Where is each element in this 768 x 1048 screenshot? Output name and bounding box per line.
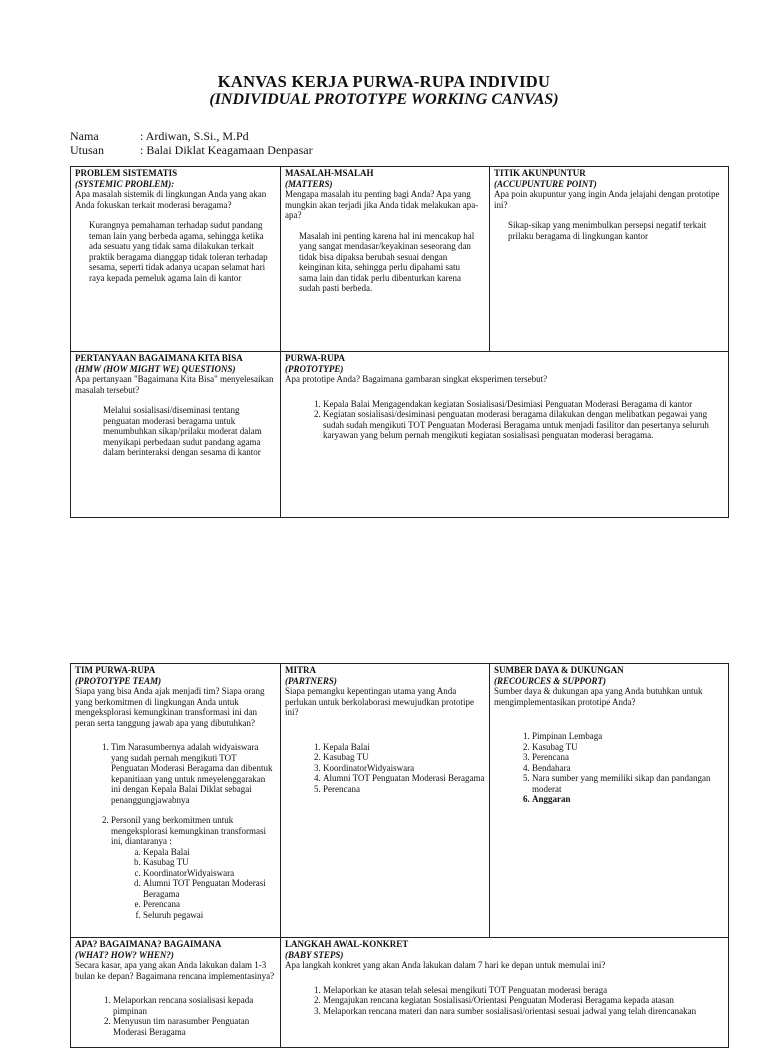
matters-subheading: (MATTERS) (285, 178, 333, 189)
cell-partners (281, 664, 490, 938)
team-question: Siapa yang bisa Anda ajak menjadi tim? Siapa orang yang berkomitmen di lingkungan Anda untuk mengeksplorasi kemungkinan transformasi ini dan peran serta tanggung jawab apa yang dibutuhkan? (75, 686, 265, 728)
what-list (75, 995, 276, 1037)
list-item: 2. Menyusun tim narasumber Penguatan Moderasi Beragama (113, 1016, 276, 1037)
page-subtitle: (INDIVIDUAL PROTOTYPE WORKING CANVAS) (209, 91, 559, 108)
list-item: 1. Tim Narasumbernya adalah widyaiswara yang sudah pernah mengikuti TOT Penguatan Moderasi Beragama dan dibentuk kepanitiaan yang untuk nmeyelenggarakan ini dengan Kepala Balai Diklat sebagai penanggungjawabnya (111, 742, 276, 805)
cell-resources-support (490, 664, 729, 938)
list-item: 3. KoordinatorWidyaiswara (323, 763, 485, 774)
page-title: KANVAS KERJA PURWA-RUPA INDIVIDU (217, 72, 551, 91)
list-item: 5. Nara sumber yang memiliki sikap dan pandangan moderat (532, 773, 724, 794)
what-heading: APA? BAGAIMANA? BAGAIMANA (75, 939, 222, 949)
babysteps-heading: LANGKAH AWAL-KONKRET (285, 939, 409, 949)
list-item: 4. Bendahara (532, 763, 724, 774)
list-item: 1. Melaporkan rencana sosialisasi kepada pimpinan (113, 995, 276, 1016)
sublist-item: b. Kasubag TU (143, 857, 276, 868)
prototype-list (285, 399, 724, 441)
matters-question: Mengapa masalah itu penting bagi Anda? Apa yang mungkin akan terjadi jika Anda tidak melakukan apa-apa? (285, 189, 479, 220)
babysteps-list (285, 985, 724, 1017)
cell-accupunture-point (490, 167, 729, 352)
list-item: 5. Perencana (323, 784, 485, 795)
meta-name-key: Nama (70, 129, 99, 143)
team-subheading: (PROTOTYPE TEAM) (75, 675, 162, 686)
sublist-item: a. Kepala Balai (143, 847, 276, 858)
canvas-table-bottom (70, 663, 729, 1048)
sublist-item: f. Seluruh pegawai (143, 910, 276, 921)
list-item: 4. Alumni TOT Penguatan Moderasi Beragama (323, 773, 485, 784)
list-item: 1. Pimpinan Lembaga (532, 731, 724, 742)
meta-name-value: : Ardiwan, S.Si., M.Pd (140, 129, 249, 143)
cell-prototype-team (71, 664, 281, 938)
list-item: 3. Perencana (532, 752, 724, 763)
partners-heading: MITRA (285, 665, 316, 675)
meta-origin-key: Utusan (70, 143, 104, 157)
babysteps-question: Apa langkah konkret yang akan Anda lakukan dalam 7 hari ke depan untuk memulai ini? (285, 960, 606, 970)
meta-origin-value: : Balai Diklat Keagamaan Denpasar (140, 143, 313, 157)
team-list (75, 742, 276, 920)
problem-subheading: (SYSTEMIC PROBLEM): (75, 178, 175, 189)
list-item: 1. Melaporkan ke atasan telah selesai mengikuti TOT Penguatan moderasi beraga (323, 985, 724, 996)
list-item: 2. Kasubag TU (532, 742, 724, 753)
hmw-heading: PERTANYAAN BAGAIMANA KITA BISA (75, 353, 243, 363)
partners-subheading: (PARTNERS) (285, 675, 337, 686)
resources-question: Sumber daya & dukungan apa yang Anda butuhkan untuk mengimplementasikan prototipe Anda? (494, 686, 703, 707)
cell-what-how-when (71, 938, 281, 1048)
sublist-item: d. Alumni TOT Penguatan Moderasi Beragama (143, 878, 276, 899)
cell-hmw-questions (71, 352, 281, 518)
what-subheading: (WHAT? HOW? WHEN?) (75, 949, 174, 960)
prototype-subheading: (PROTOTYPE) (285, 363, 344, 374)
hmw-answer: Melalui sosialisasi/diseminasi tentang penguatan moderasi beragama untuk menumbuhkan sikap/prilaku moderat dalam menyikapi perbedaan sudut pandang agama dalam berinteraksi dengan sesama di kantor (103, 405, 262, 457)
babysteps-subheading: (BABY STEPS) (285, 949, 344, 960)
list-item: 1. Kepala Balai Mengagendakan kegiatan Sosialisasi/Desimiasi Penguatan Moderasi Beragama di kantor (323, 399, 724, 410)
point-answer: Sikap-sikap yang menimbulkan persepsi negatif terkait prilaku beragama di lingkungan kantor (508, 220, 707, 241)
resources-heading: SUMBER DAYA & DUKUNGAN (494, 665, 624, 675)
list-item: 6. Anggaran (532, 794, 724, 805)
list-item: 2. Kasubag TU (323, 752, 485, 763)
resources-list (494, 731, 724, 805)
hmw-question: Apa pertanyaan "Bagaimana Kita Bisa" menyelesaikan masalah tersebut? (75, 374, 274, 395)
problem-question: Apa masalah sistemik di lingkungan Anda yang akan Anda fokuskan terkait moderasi beragama? (75, 189, 267, 210)
problem-answer: Kurangnya pemahaman terhadap sudut pandang teman lain yang berbeda agama, sehingga ketika ada sesuatu yang tidak sama dilakukan terkait praktik beragama dianggap tidak toleran terhadap sesama, seperti tidak adanya ucapan selamat hari raya kepada pemeluk agama lain di kantor (89, 220, 268, 283)
cell-prototype (281, 352, 729, 518)
cell-systemic-problem (71, 167, 281, 352)
partners-list (285, 742, 485, 795)
team-item-text: Personil yang berkomitmen untuk mengeksplorasi kemungkinan transformasi ini, diantaranya : (111, 815, 266, 846)
what-question: Secara kasar, apa yang akan Anda lakukan dalam 1-3 bulan ke depan? Bagaimana rencana implementasinya? (75, 960, 275, 981)
prototype-question: Apa prototipe Anda? Bagaimana gambaran singkat eksperimen tersebut? (285, 374, 548, 384)
prototype-heading: PURWA-RUPA (285, 353, 346, 363)
list-item (111, 815, 276, 920)
point-question: Apa poin akupuntur yang ingin Anda jelajahi dengan prototipe ini? (494, 189, 720, 210)
problem-heading: PROBLEM SISTEMATIS (75, 168, 178, 178)
sublist-item: e. Perencana (143, 899, 276, 910)
meta-name-row (70, 129, 249, 144)
partners-question: Siapa pemangku kepentingan utama yang Anda perlukan untuk berkolaborasi mewujudkan prototipe ini? (285, 686, 474, 717)
team-sublist (111, 847, 276, 921)
list-item: 1. Kepala Balai (323, 742, 485, 753)
matters-heading: MASALAH-MSALAH (285, 168, 374, 178)
meta-origin-row (70, 143, 313, 158)
point-heading: TITIK AKUNPUNTUR (494, 168, 586, 178)
resources-subheading: (RECOURCES & SUPPORT) (494, 675, 607, 686)
list-item: 2. Mengajukan rencana kegiatan Sosialisasi/Orientasi Penguatan Moderasi Beragama kepada atasan (323, 995, 724, 1006)
point-subheading: (ACCUPUNTURE POINT) (494, 178, 597, 189)
matters-answer: Masalah ini penting karena hal ini mencakup hal yang sangat mendasar/keyakinan seseorang dan tidak bisa dipaksa berubah sesuai dengan keinginan kita, sehingga perlu dipahami satu sama lain dan tidak perlu dibenturkan karena sudah pasti berbeda. (299, 230, 475, 293)
canvas-table-top (70, 166, 729, 518)
cell-baby-steps (281, 938, 729, 1048)
team-heading: TIM PURWA-RUPA (75, 665, 156, 675)
hmw-subheading: (HMW (HOW MIGHT WE) QUESTIONS) (75, 363, 236, 374)
list-item: 3. Melaporkan rencana materi dan nara sumber sosialisasi/orientasi sesuai jadwal yang telah direncanakan (323, 1006, 724, 1017)
list-item: 2. Kegiatan sosialisasi/desiminasi penguatan moderasi beragama dilakukan dengan melibatkan pegawai yang sudah sudah mengikuti TOT Penguatan Moderasi Beragama untuk menjadi fasilitor dan pesertanya seluruh karyawan yang belum pernah mengikuti kegiatan sosialisasi penguatan moderasi beragama. (323, 409, 724, 441)
sublist-item: c. KoordinatorWidyaiswara (143, 868, 276, 879)
cell-matters (281, 167, 490, 352)
